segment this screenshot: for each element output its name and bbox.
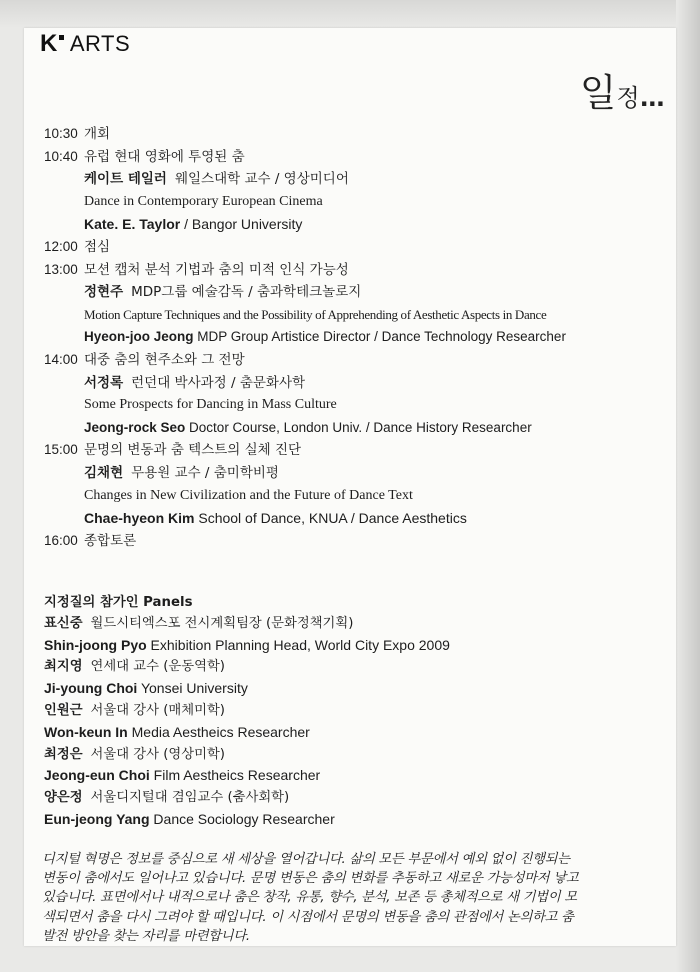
speaker-en-name: Jeong-rock Seo <box>84 419 186 435</box>
speaker-ko-role: 런던대 박사과정 / 춤문화사학 <box>131 374 306 391</box>
speaker-en-role: / Bangor University <box>184 216 303 233</box>
closing-line: 색되면서 춤을 다시 그려야 할 때입니다. 이 시점에서 문명의 변동을 춤의 관점에서 논의하고 춤 <box>42 909 574 925</box>
schedule-row <box>44 259 644 282</box>
schedule-row <box>44 146 644 169</box>
panel-en-role: Film Aestheics Researcher <box>153 767 321 784</box>
time: 10:30 <box>44 126 78 141</box>
panel-en-name: Ji-young Choi <box>44 680 138 697</box>
panel-ko-role: 서울디지털대 겸임교수 (춤사회학) <box>90 790 290 806</box>
speaker-en-role: School of Dance, KNUA / Dance Aesthetics <box>198 510 467 527</box>
panel-ko-name: 최정은 <box>44 746 83 762</box>
session-title-en: Some Prospects for Dancing in Mass Culture <box>84 397 337 413</box>
speaker-ko-name: 정현주 <box>84 284 124 301</box>
speaker-ko-name: 김채현 <box>84 464 124 481</box>
schedule-row <box>44 236 644 259</box>
title-en-row <box>44 394 644 417</box>
closing-line: 발전 방안을 찾는 자리를 마련합니다. <box>42 928 250 944</box>
speaker-ko-role: 무용원 교수 / 춤미학비평 <box>131 464 279 481</box>
karts-logo <box>40 30 130 58</box>
panel-member-ko <box>44 745 644 766</box>
session-title: 유럽 현대 영화에 투영된 춤 <box>84 148 245 165</box>
panel-ko-role: 연세대 교수 (운동역학) <box>90 659 225 675</box>
panels-section <box>44 593 644 832</box>
speaker-en-name: Chae-hyeon Kim <box>84 510 195 527</box>
speaker-ko-row <box>44 372 644 395</box>
panel-member-ko <box>44 701 644 722</box>
speaker-en-row <box>44 417 644 440</box>
scan-edge-right <box>676 0 700 972</box>
title-char-small: 정 <box>616 84 640 112</box>
panel-member-en <box>44 809 644 832</box>
speaker-ko-role: 웨일스대학 교수 / 영상미디어 <box>174 171 349 188</box>
page-title <box>580 62 664 117</box>
panel-en-role: Media Aestheics Researcher <box>131 723 310 740</box>
speaker-en-role: Doctor Course, London Univ. / Dance History Researcher <box>189 419 532 435</box>
title-char-big: 일 <box>579 71 617 115</box>
title-ellipsis: ... <box>639 84 664 112</box>
schedule-row <box>44 349 644 372</box>
panel-member-ko <box>44 657 644 678</box>
logo-k: K <box>40 30 58 57</box>
speaker-en-row <box>44 213 644 236</box>
speaker-ko-name: 케이트 테일러 <box>84 171 167 188</box>
session-title: 점심 <box>84 238 111 255</box>
session-title: 모션 캡처 분석 기법과 춤의 미적 인식 가능성 <box>84 261 349 278</box>
schedule-list <box>44 123 644 552</box>
panel-en-name: Shin-joong Pyo <box>44 636 147 653</box>
time: 14:00 <box>44 351 78 367</box>
panel-ko-role: 월드시티엑스포 전시계획팀장 (문화정책기획) <box>90 615 354 631</box>
panel-ko-name: 표신중 <box>44 615 83 631</box>
speaker-ko-row <box>44 462 644 485</box>
panel-ko-role: 서울대 강사 (영상미학) <box>90 746 225 762</box>
speaker-ko-name: 서정록 <box>84 374 124 391</box>
title-en-row <box>44 191 644 214</box>
session-title: 개회 <box>84 126 111 142</box>
schedule-row <box>44 530 644 553</box>
panel-member-ko <box>44 788 644 809</box>
panels-heading: 지정질의 참가인 Panels <box>44 595 193 610</box>
schedule-row <box>44 123 644 146</box>
panel-ko-name: 양은정 <box>44 790 83 806</box>
panel-en-name: Won-keun In <box>44 723 128 740</box>
logo-dot-icon <box>59 35 64 40</box>
panel-en-role: Dance Sociology Researcher <box>153 810 335 827</box>
session-title-en: Dance in Contemporary European Cinema <box>84 193 323 209</box>
panel-ko-name: 최지영 <box>44 659 83 675</box>
session-title: 문명의 변동과 춤 텍스트의 실체 진단 <box>84 442 302 459</box>
logo-arts: ARTS <box>69 31 131 56</box>
time: 13:00 <box>44 261 78 277</box>
session-title-en: Motion Capture Techniques and the Possibility of Apprehending of Aesthetic Aspects in Dance <box>84 306 547 322</box>
speaker-en-name: Hyeon-joo Jeong <box>84 329 194 345</box>
speaker-en-name: Kate. E. Taylor <box>84 216 181 233</box>
panel-en-name: Eun-jeong Yang <box>44 810 150 827</box>
panel-ko-role: 서울대 강사 (매체미학) <box>90 702 225 718</box>
closing-line: 있습니다. 표면에서나 내적으로나 춤은 창작, 유통, 향수, 분석, 보존 등 총체적으로 새 기법이 모 <box>42 890 577 906</box>
title-en-row <box>44 304 644 327</box>
closing-line: 디지털 혁명은 정보를 중심으로 새 세상을 열어갑니다. 삶의 모든 부문에서 예외 없이 진행되는 <box>42 852 570 867</box>
session-title-en: Changes in New Civilization and the Future of Dance Text <box>84 487 413 503</box>
panel-en-role: Yonsei University <box>140 680 248 697</box>
time: 10:40 <box>44 148 78 164</box>
panel-member-en <box>44 678 644 701</box>
speaker-ko-row <box>44 168 644 191</box>
panel-en-name: Jeong-eun Choi <box>44 767 150 784</box>
session-title: 대중 춤의 현주소와 그 전망 <box>84 351 245 368</box>
time: 12:00 <box>44 238 78 254</box>
panel-member-ko <box>44 614 644 635</box>
title-en-row <box>44 485 644 508</box>
speaker-ko-role: MDP그룹 예술감독 / 춤과학테크놀로지 <box>131 284 362 301</box>
schedule-row <box>44 439 644 462</box>
closing-paragraph <box>42 850 654 946</box>
closing-line: 변동이 춤에서도 일어나고 있습니다. 문명 변동은 춤의 변화를 추동하고 새로운 가능성마저 낳고 <box>42 871 579 887</box>
panel-ko-name: 인원근 <box>44 702 83 718</box>
speaker-en-row <box>44 326 644 349</box>
time: 15:00 <box>44 442 78 458</box>
panel-member-en <box>44 635 644 658</box>
session-title: 종합토론 <box>84 532 137 549</box>
speaker-en-role: MDP Group Artistice Director / Dance Technology Researcher <box>197 329 566 345</box>
scan-edge-top <box>0 0 700 28</box>
speaker-ko-row <box>44 281 644 304</box>
panel-en-role: Exhibition Planning Head, World City Expo 2009 <box>150 636 450 653</box>
speaker-en-row <box>44 507 644 530</box>
panel-member-en <box>44 765 644 788</box>
panel-member-en <box>44 722 644 745</box>
time: 16:00 <box>44 532 78 548</box>
